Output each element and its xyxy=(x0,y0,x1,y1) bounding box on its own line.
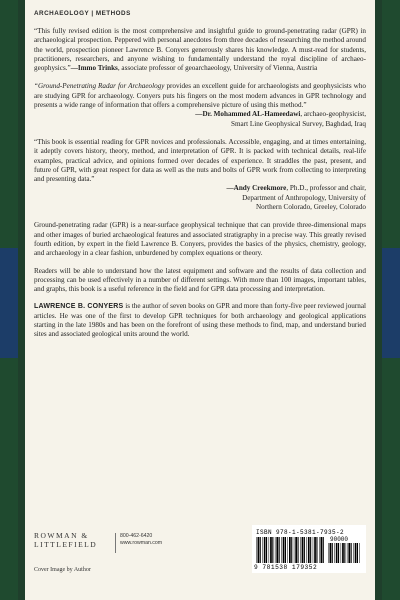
barcode-bar xyxy=(351,543,352,563)
barcode-bar xyxy=(276,537,278,563)
author-name: LAWRENCE B. CONYERS xyxy=(34,303,124,311)
publisher-divider xyxy=(115,533,116,553)
publisher-phone: 800-462-6420 xyxy=(120,533,153,539)
barcode-bars xyxy=(256,537,324,563)
barcode-bar xyxy=(279,537,280,563)
barcode-bar xyxy=(344,543,345,563)
endorsement-2 xyxy=(34,82,366,128)
barcode-bar xyxy=(269,537,270,563)
description-paragraph-2: Readers will be able to understand how the latest equipment and software and the results of data collection and processing can be used effectively in a number of different settings. With more than 100 images, important tables, and graphs, this book is a useful reference in the field and for GPR data processing and interpretation. xyxy=(34,266,366,294)
footer xyxy=(34,526,366,596)
barcode-bar xyxy=(266,537,267,563)
endorsement-1-name: —Immo Trinks xyxy=(70,64,118,73)
barcode-bar xyxy=(308,537,310,563)
barcode-box xyxy=(252,525,366,573)
barcode-bar xyxy=(289,537,291,563)
barcode-bar xyxy=(314,537,316,563)
barcode-bar xyxy=(328,543,329,563)
barcode-bar xyxy=(281,537,282,563)
endorsement-2-affiliation-2: Smart Line Geophysical Survey, Baghdad, Iraq xyxy=(231,119,366,128)
barcode-bar xyxy=(323,537,324,563)
cover-credit: Cover Image by Author xyxy=(34,567,91,573)
endorsement-3-affiliation-3: Northern Colorado, Greeley, Colorado xyxy=(256,203,366,212)
endorsement-1-text: “This fully revised edition is the most comprehensive and insightful guide to ground-penetrating radar (GPR) in archaeological prospection. Peppered with personal anecdotes from three decades of researching the method around the world, prospection pioneer Lawrence B. Conyers generously shares his knowledge. A must-read for students, practitioners, researchers, and anyone wishing to fundamentally understand the royal discipline of archaeo-geophysics.” xyxy=(34,27,366,73)
barcode-bar xyxy=(336,543,338,563)
endorsement-3-text: “This book is essential reading for GPR novices and professionals. Accessible, engaging, and at times entertaining, it adeptly covers history, theory, method, and interpretation of GPR. It is packed with technical details, real-life examples, practical advice, and opinions formed over decades of experience. It straddles the past, present, and future of GPR, with great respect for data as well as the nuts and bolts of GPR work from collecting to interpreting and presenting data.” xyxy=(34,137,366,184)
barcode-bar xyxy=(264,537,266,563)
endorsement-1-affiliation: , associate professor of geoarchaeology, University of Vienna, Austria xyxy=(117,64,318,73)
barcode-bar xyxy=(347,543,348,563)
barcode-bar xyxy=(283,537,285,563)
description-paragraph-1: Ground-penetrating radar (GPR) is a near-surface geophysical technique that can provide three-dimensional maps and other images of buried archaeological features and associated stratigraphy in a precise way. This greatly revised fourth edition, by expert in the field Lawrence B. Conyers, provides the basics of the physics, chemistry, geology, and archaeology in a clear fashion, unburdened by complex equations or theory. xyxy=(34,221,366,258)
barcode-bar xyxy=(298,537,299,563)
barcode-bar xyxy=(353,543,354,563)
barcode-bar xyxy=(288,537,289,563)
barcode-bar xyxy=(319,537,320,563)
barcode-bar xyxy=(341,543,342,563)
barcode-bar xyxy=(360,543,361,563)
endorsement-3 xyxy=(34,138,366,212)
endorsement-3-affiliation-1: , Ph.D., professor and chair, xyxy=(286,184,366,193)
barcode-bar xyxy=(338,543,339,563)
publisher-contact xyxy=(120,533,162,547)
barcode-addon-bars xyxy=(328,543,362,563)
publisher-block xyxy=(34,531,194,549)
barcode-addon-digits: 90000 xyxy=(330,536,349,543)
barcode-bar xyxy=(310,537,311,563)
barcode-bar xyxy=(294,537,295,563)
endorsement-3-name: —Andy Creekmore xyxy=(226,184,287,193)
barcode-bar xyxy=(306,537,307,563)
barcode-bar xyxy=(302,537,304,563)
barcode-bar xyxy=(321,537,323,563)
barcode-bar xyxy=(334,543,335,563)
barcode-bar xyxy=(295,537,297,563)
endorsement-2-text: provides an excellent guide for archaeologists and geophysicists who are studying GPR for archaeology. Conyers puts his fingers on the most modern advances in GPR technology and presents a wide range of information that offers a comprehensive picture of using this method.” xyxy=(34,82,366,110)
barcode-bar xyxy=(275,537,276,563)
endorsement-2-affiliation-1: , archaeo-geophysicist, xyxy=(300,110,366,119)
barcode-bar xyxy=(313,537,314,563)
barcode-bar xyxy=(332,543,333,563)
barcode-bar xyxy=(357,543,358,563)
barcode-bar xyxy=(285,537,286,563)
barcode-bar xyxy=(256,537,257,563)
barcode-bar xyxy=(330,543,332,563)
author-bio xyxy=(34,302,366,339)
publisher-logo-line-1: ROWMAN & xyxy=(34,531,89,540)
endorsement-3-attribution xyxy=(34,184,366,193)
endorsement-2-name: —Dr. Mohammed AL-Hameedawi xyxy=(195,110,301,119)
left-border-blue-stripe xyxy=(0,248,18,358)
barcode-bar xyxy=(300,537,301,563)
barcode-bar xyxy=(272,537,273,563)
barcode-bar xyxy=(304,537,305,563)
barcode-bar xyxy=(258,537,260,563)
endorsement-2-book-title: “Ground-Penetrating Radar for Archaeology xyxy=(34,82,165,91)
barcode-bar xyxy=(262,537,263,563)
barcode-bar xyxy=(355,543,357,563)
publisher-logo xyxy=(34,531,194,549)
endorsement-2-attribution xyxy=(34,110,366,119)
barcode-bar xyxy=(348,543,350,563)
category-label: ARCHAEOLOGY | METHODS xyxy=(34,10,131,17)
barcode-bar xyxy=(316,537,317,563)
barcode-bar xyxy=(342,543,344,563)
publisher-logo-line-2: LITTLEFIELD xyxy=(34,540,98,549)
barcode-bar xyxy=(260,537,261,563)
barcode-ean-digits: 9 781538 179352 xyxy=(254,564,318,571)
endorsement-1 xyxy=(34,27,366,73)
right-border-blue-stripe xyxy=(382,248,400,358)
barcode-bar xyxy=(270,537,272,563)
back-cover-panel xyxy=(25,0,375,600)
isbn-label: ISBN 978-1-5381-7935-2 xyxy=(256,529,345,536)
author-bio-text: is the author of seven books on GPR and more than forty-five peer reviewed journal articles. He was one of the first to develop GPR techniques for both archaeology and geological applications starting in the late 1980s and has been on the forefront of using these methods to find, map, and understand buried sites and associated geological units around the world. xyxy=(34,302,366,339)
endorsement-3-affiliation-2: Department of Anthropology, University of xyxy=(242,193,366,202)
publisher-website: www.rowman.com xyxy=(120,540,163,546)
barcode-bar xyxy=(291,537,292,563)
